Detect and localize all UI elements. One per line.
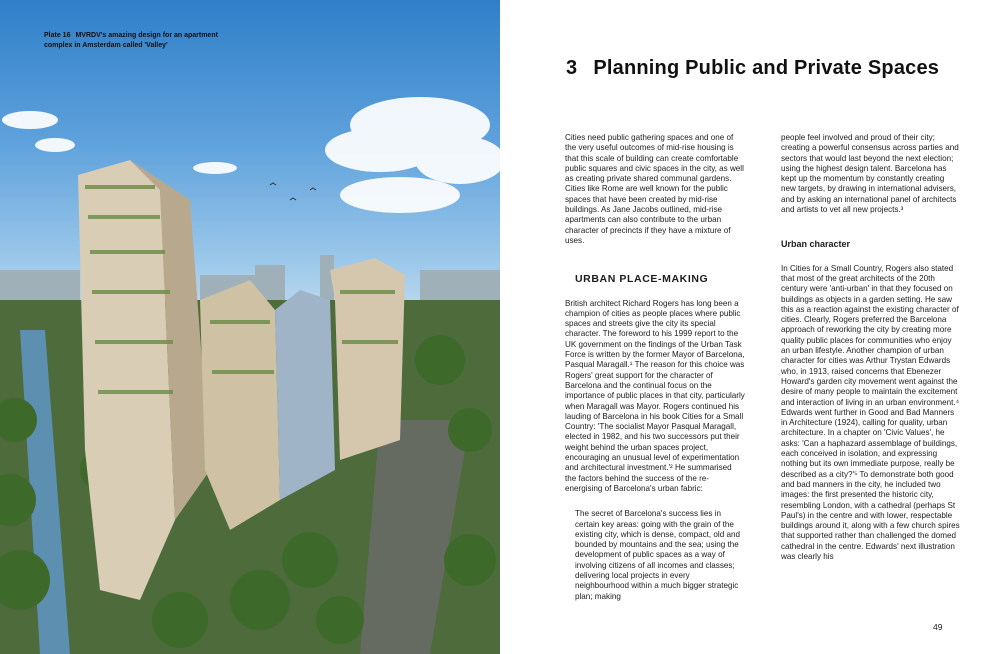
text-column-left (565, 133, 745, 602)
intro-paragraph: Cities need public gathering spaces and one of the very useful outcomes of mid-rise housing is that this scale of building can create comfortable public squares and civic spaces in the city, as well as creating private shared communal gardens. Cities like Rome are well known for the public spaces that have been created by mid-rise buildings. As Jane Jacobs outlined, mid-rise apartments can also contribute to the urban character of precincts if they have a mixture of uses. (565, 133, 744, 245)
subheading: Urban character (781, 239, 851, 250)
section-heading: URBAN PLACE-MAKING (575, 273, 709, 286)
body-paragraph: British architect Richard Rogers has long been a champion of cities as people places where public spaces and streets give the city its special character. The foreword to his 1999 report to the UK government on the findings of the Urban Task Force is written by the former Mayor of Barcelona, Pasqual Maragall.¹ The reason for this choice was Rogers' great support for the character of Barcelona and the continual focus on the importance of public places in that city, particularly when Maragall was Mayor. Rogers continued his lauding of Barcelona in his book Cities for a Small Country: 'The socialist Mayor Pasqual Maragall, elected in 1982, and his two successors put their weight behind the urban spaces project, encouraging an unusual level of experimentation and architectural investment.'² He summarised the factors behind the success of the re-energising of Barcelona's urban fabric: (565, 298, 745, 493)
clouds (2, 97, 500, 213)
plate-label: Plate 16 (44, 32, 71, 39)
quote-continuation: people feel involved and proud of their city; creating a powerful consensus across parties and sectors that would last beyond the next election; using the highest design talent. Barcelona has kept up the momentum by constantly creating new targets, by drawing in international advisers, and by asking an international panel of architects and artists to vet all new projects.³ (781, 133, 959, 215)
text-column-right (781, 133, 961, 562)
chapter-title (566, 57, 939, 80)
block-quote: The secret of Barcelona's success lies in certain key areas: going with the grain of the existing city, which is dense, compact, old and bounded by mountains and the sea; using the development of public spaces as a way of involving citizens of all incomes and classes; delivering local projects in every neighbourhood within a much bigger strategic plan; making (575, 509, 740, 601)
page-number: 49 (933, 622, 943, 632)
birds (270, 183, 316, 200)
chapter-number: 3 (566, 57, 578, 79)
body-paragraph-2: In Cities for a Small Country, Rogers also stated that most of the great architects of the 20th century were 'anti-urban' in that they focused on buildings as objects in a garden setting. He saw this as a reaction against the existing character of cities. Clearly, Rogers preferred the Barcelona approach of reworking the city by creating more quality public places for communities who enjoy an urban lifestyle. Another champion of urban character for cities was Arthur Trystan Edwards who, in 1913, raised concerns that Ebenezer Howard's garden city movement went against the desire of many people to maintain the excitement and interaction of living in an urban environment.⁴ Edwards went further in Good and Bad Manners in Architecture (1924), calling for quality, urban architecture. In a chapter on 'Civic Values', he asks: 'Can a haphazard assemblage of buildings, each conceived in isolation, and expressing nothing but its own immediate purpose, really be described as a city?'⁵ To demonstrate both good and bad manners in the city, he included two images: the first presented the historic city, resembling London, with a cathedral (perhaps St Paul's) in the centre and with lower, respectable buildings around it, along with a few church spires that supported rather than challenged the domed cathedral in the centre. Edwards' next illustration was clearly his (781, 263, 960, 561)
chapter-title-text: Planning Public and Private Spaces (593, 57, 940, 79)
photo-caption (44, 31, 244, 51)
caption-text: MVRDV's amazing design for an apartment complex in Amsterdam called 'Valley' (44, 32, 218, 49)
text-page (500, 0, 1000, 654)
